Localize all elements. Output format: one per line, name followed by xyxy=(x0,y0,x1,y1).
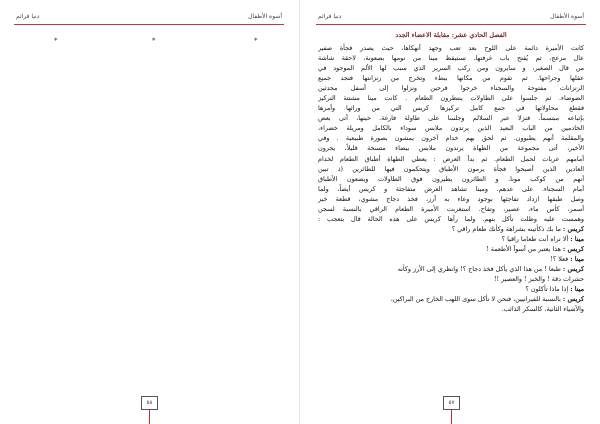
text-line: بإتباعه مبتسماً. فنزلا عبر السلالم وجلسا على طاولة فارغة. حينها، أتى بعض xyxy=(318,114,584,123)
right-header-rule xyxy=(316,24,586,25)
dialogue-line xyxy=(318,294,584,304)
decoration-stars xyxy=(0,36,298,46)
book-gutter xyxy=(299,0,300,424)
left-header-author: أسوة الأطفال xyxy=(248,13,282,20)
left-header-book: دنيا قرائم xyxy=(16,13,40,20)
text-line: وصل طبقها ازداد تفاجئها بوجود وعاء به أرز، فخذ دجاج مشوي، قطعة خبز xyxy=(318,194,584,203)
dialogue-speaker: كريس : xyxy=(562,244,584,253)
dialogue-text: ما بك ذكأتينه بشراهة وكأنك طعام راقي ؟ xyxy=(451,224,563,233)
right-header-author: أسوة الأطفال xyxy=(550,13,584,20)
left-header-rule xyxy=(14,24,284,25)
dialogue-speaker: مينا : xyxy=(570,254,584,263)
dialogue-line xyxy=(318,264,584,274)
right-header-book: دنيا قرائم xyxy=(318,13,342,20)
text-line: أنهم من كوكب مونا. و الطائرون يطيرون فوق الطاولات ويضعون الأطباق xyxy=(318,174,584,183)
text-line: عال مزعج، ثم يُفتح باب غرفتها. تستيقظ مينا من نومها بصعوبة، لاحقة شاشة xyxy=(318,54,584,63)
star-ornament: * xyxy=(254,37,258,45)
left-page xyxy=(0,0,298,424)
left-page-number: ٥٨ xyxy=(141,396,158,410)
text-line: فقطع محاولاتها في جمع كامل تركيزها كريس التي من ورائها وأمرها xyxy=(318,104,584,113)
dialogue-text: والأشياء الثانية، كالسكر الذائب. xyxy=(501,305,584,314)
text-line: الضوضاء. ثم جلسوا على الطاولات ينتظرون الطعام . كانت مينا مشتتة التركيز xyxy=(318,94,584,103)
dialogue-line xyxy=(318,284,584,294)
dialogue-line xyxy=(318,254,584,264)
text-line: أمام السجناء. على عدهم. ومينا تشاهد العرض متفاجئة و كريس أيضاً، ولما xyxy=(318,184,584,193)
star-ornament: * xyxy=(54,37,58,45)
right-page-marker xyxy=(451,409,452,424)
dialogue-speaker: كريس : xyxy=(562,265,584,274)
dialogue-speaker: مينا : xyxy=(570,285,584,294)
text-line: عقلها وجراحها. ثم تقوم من مكانها ببطء وتخرج من زنزانتها فتجد جميع xyxy=(318,74,584,83)
text-line: الخادمين من الباب البعيد الذين يرتدون ملابس سوداء بالكامل ومريلة خضراء، xyxy=(318,124,584,133)
dialogue-line xyxy=(318,304,584,314)
dialogue-text: هذا يعتبر من أسوأ الأطعمة ! xyxy=(486,244,563,253)
right-page-number: ٥٧ xyxy=(443,396,460,410)
star-ornament: * xyxy=(152,37,156,45)
dialogue-text: إذا ماذا تأكلون ؟ xyxy=(525,285,571,294)
dialogue-line xyxy=(318,274,584,284)
dialogue-text: بالنسبة للفيرانيين، فنحن لا نأكل سوى اللهب الخارج من البراكين، xyxy=(390,295,563,304)
text-line: من قال الصغير، و سايرون ومن ركب السرير الذي سبب لها الألم الموجود في xyxy=(318,64,584,73)
dialogue-line xyxy=(318,244,584,254)
dialogue-line xyxy=(318,224,584,234)
text-line: الأخير، أتى مجموعة من الطهاة يرتدون ملابس بيضاء متسخة قليلاً، يجرون xyxy=(318,144,584,153)
dialogue-speaker: كريس : xyxy=(562,295,584,304)
text-line: وهمست عليه وظلت تأكل بنهم. ولما رآها كريس على هذه الحالة قال بتعجب : xyxy=(318,214,584,223)
dialogue-speaker: كريس : xyxy=(562,224,584,233)
text-line: أمامهم عربات لحمل الطعام. ثم بدأ العرض : يعطي الطهاة أطباق الطعام لخدام xyxy=(318,154,584,163)
dialogue-text: طبعا ! من هذا الذي يأكل فخذ دجاج ؟! وانظري إلى الأرز وكأنه xyxy=(397,265,563,274)
dialogue-text: فعلا ؟! xyxy=(550,254,571,263)
text-line: والمقلمة أنهم يطبوون. ثم لحق بهم خدام آخرون يمشون بصورة طبيعية . وفي xyxy=(318,134,584,143)
page-body-text xyxy=(318,43,584,314)
text-line: أسمر، كأس ماء، عصير، وتفاح. استغربت الأميرة الطعام الراقي بالنسبة لسجن xyxy=(318,204,584,213)
left-page-marker xyxy=(149,409,150,424)
chapter-title: الفصل الحادي عشر: مقابلة الاعضاء الجدد xyxy=(395,31,507,39)
text-line: العادين الذين أصبحوا فجأة يرمون الأطباق ويتحكمون فيها للطائرين (ذ تبين xyxy=(318,164,584,173)
text-line: الزنزانات مفتوحة والسجناء خرجوا فرحين ونزلوا إلى أسفل محدثين xyxy=(318,84,584,93)
dialogue-speaker: مينا : xyxy=(570,234,584,243)
dialogue-line xyxy=(318,234,584,244)
dialogue-text: ألا تراه أنت طعاما راقيا ؟ xyxy=(501,234,571,243)
dialogue-text: حشرات دقة ! والخبز ! والعصير !! xyxy=(493,275,584,284)
text-line: كانت الأميرة دائمة على اللوح بعد تعب وجهد أنهكاها، حيث يصدر فجأة صفير xyxy=(318,44,584,52)
right-page xyxy=(302,0,600,424)
